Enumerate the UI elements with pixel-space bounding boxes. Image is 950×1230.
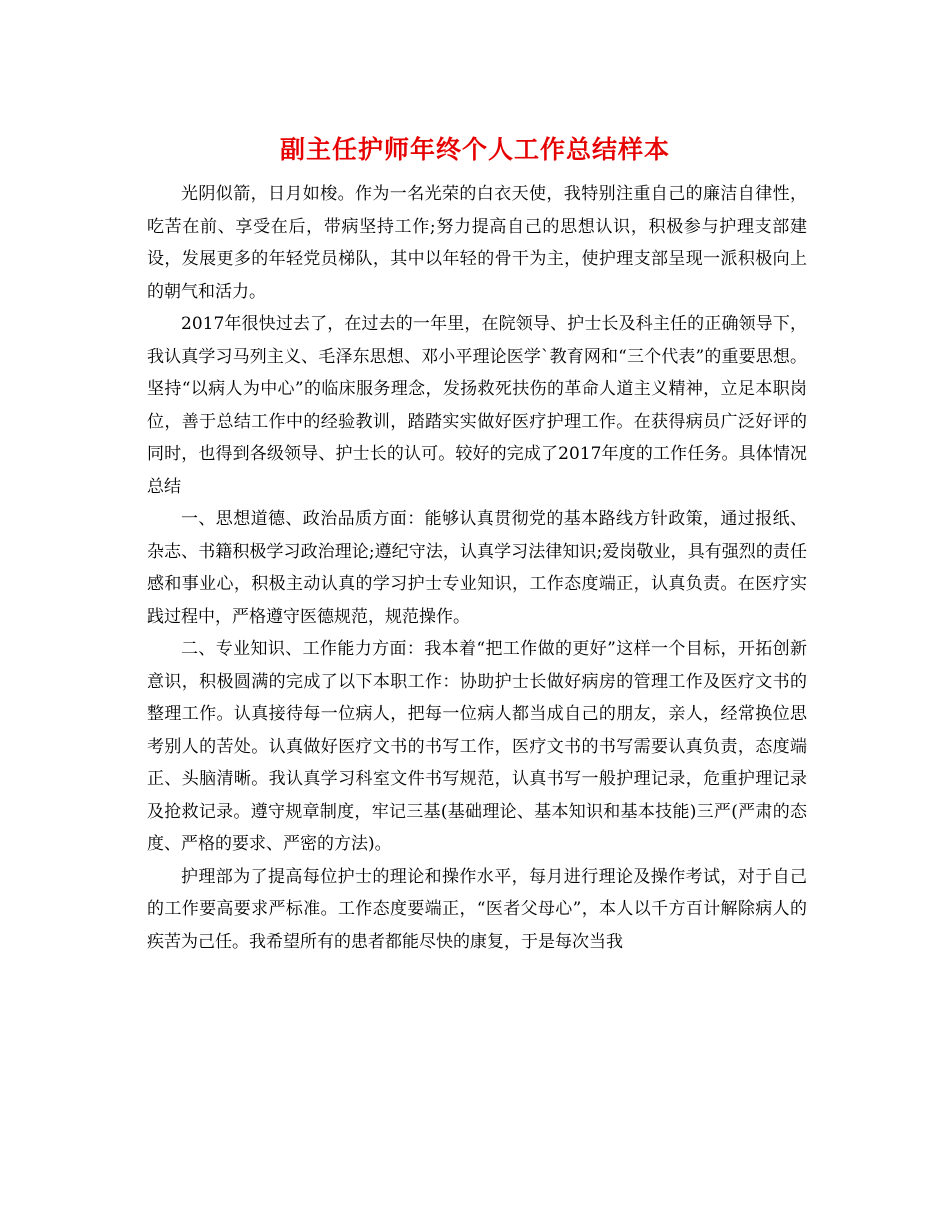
paragraph-professional: 二、专业知识、工作能力方面：我本着“把工作做的更好”这样一个目标，开拓创新意识，积极圆满的完成了以下本职工作：协助护士长做好病房的管理工作及医疗文书的整理工作。认真接待每一位病人，把每一位病人都当成自己的朋友，亲人，经常换位思考别人的苦处。认真做好医疗文书的书写工作，医疗文书的书写需要认真负责，态度端正、头脑清晰。我认真学习科室文件书写规范，认真书写一般护理记录，危重护理记录及抢救记录。遵守规章制度，牢记三基(基础理论、基本知识和基本技能)三严(严肃的态度、严格的要求、严密的方法)。 (147, 639, 807, 854)
document-title: 副主任护师年终个人工作总结样本 (279, 135, 670, 164)
paragraph-year-summary: 2017年很快过去了，在过去的一年里，在院领导、护士长及科主任的正确领导下，我认真学习马列主义、毛泽东思想、邓小平理论医学`教育网和“三个代表”的重要思想。坚持“以病人为中心”的临床服务理念，发扬救死扶伤的革命人道主义精神，立足本职岗位，善于总结工作中的经验教训，踏踏实实做好医疗护理工作。在获得病员广泛好评的同时，也得到各级领导、护士长的认可。较好的完成了2017年度的工作任务。具体情况总结 (147, 314, 807, 497)
paragraph-intro: 光阴似箭，日月如梭。作为一名光荣的白衣天使，我特别注重自己的廉洁自律性，吃苦在前、享受在后，带病坚持工作;努力提高自己的思想认识，积极参与护理支部建设，发展更多的年轻党员梯队，其中以年轻的骨干为主，使护理支部呈现一派积极向上的朝气和活力。 (147, 184, 807, 302)
paragraph-nursing-dept: 护理部为了提高每位护士的理论和操作水平，每月进行理论及操作考试，对于自己的工作要高要求严标准。工作态度要端正，“医者父母心”，本人以千方百计解除病人的疾苦为己任。我希望所有的患者都能尽快的康复，于是每次当我 (147, 866, 807, 952)
paragraph-ideology: 一、思想道德、政治品质方面：能够认真贯彻党的基本路线方针政策，通过报纸、杂志、书籍积极学习政治理论;遵纪守法，认真学习法律知识;爱岗敬业，具有强烈的责任感和事业心，积极主动认真的学习护士专业知识，工作态度端正，认真负责。在医疗实践过程中，严格遵守医德规范，规范操作。 (147, 509, 807, 627)
document-body (147, 178, 807, 958)
